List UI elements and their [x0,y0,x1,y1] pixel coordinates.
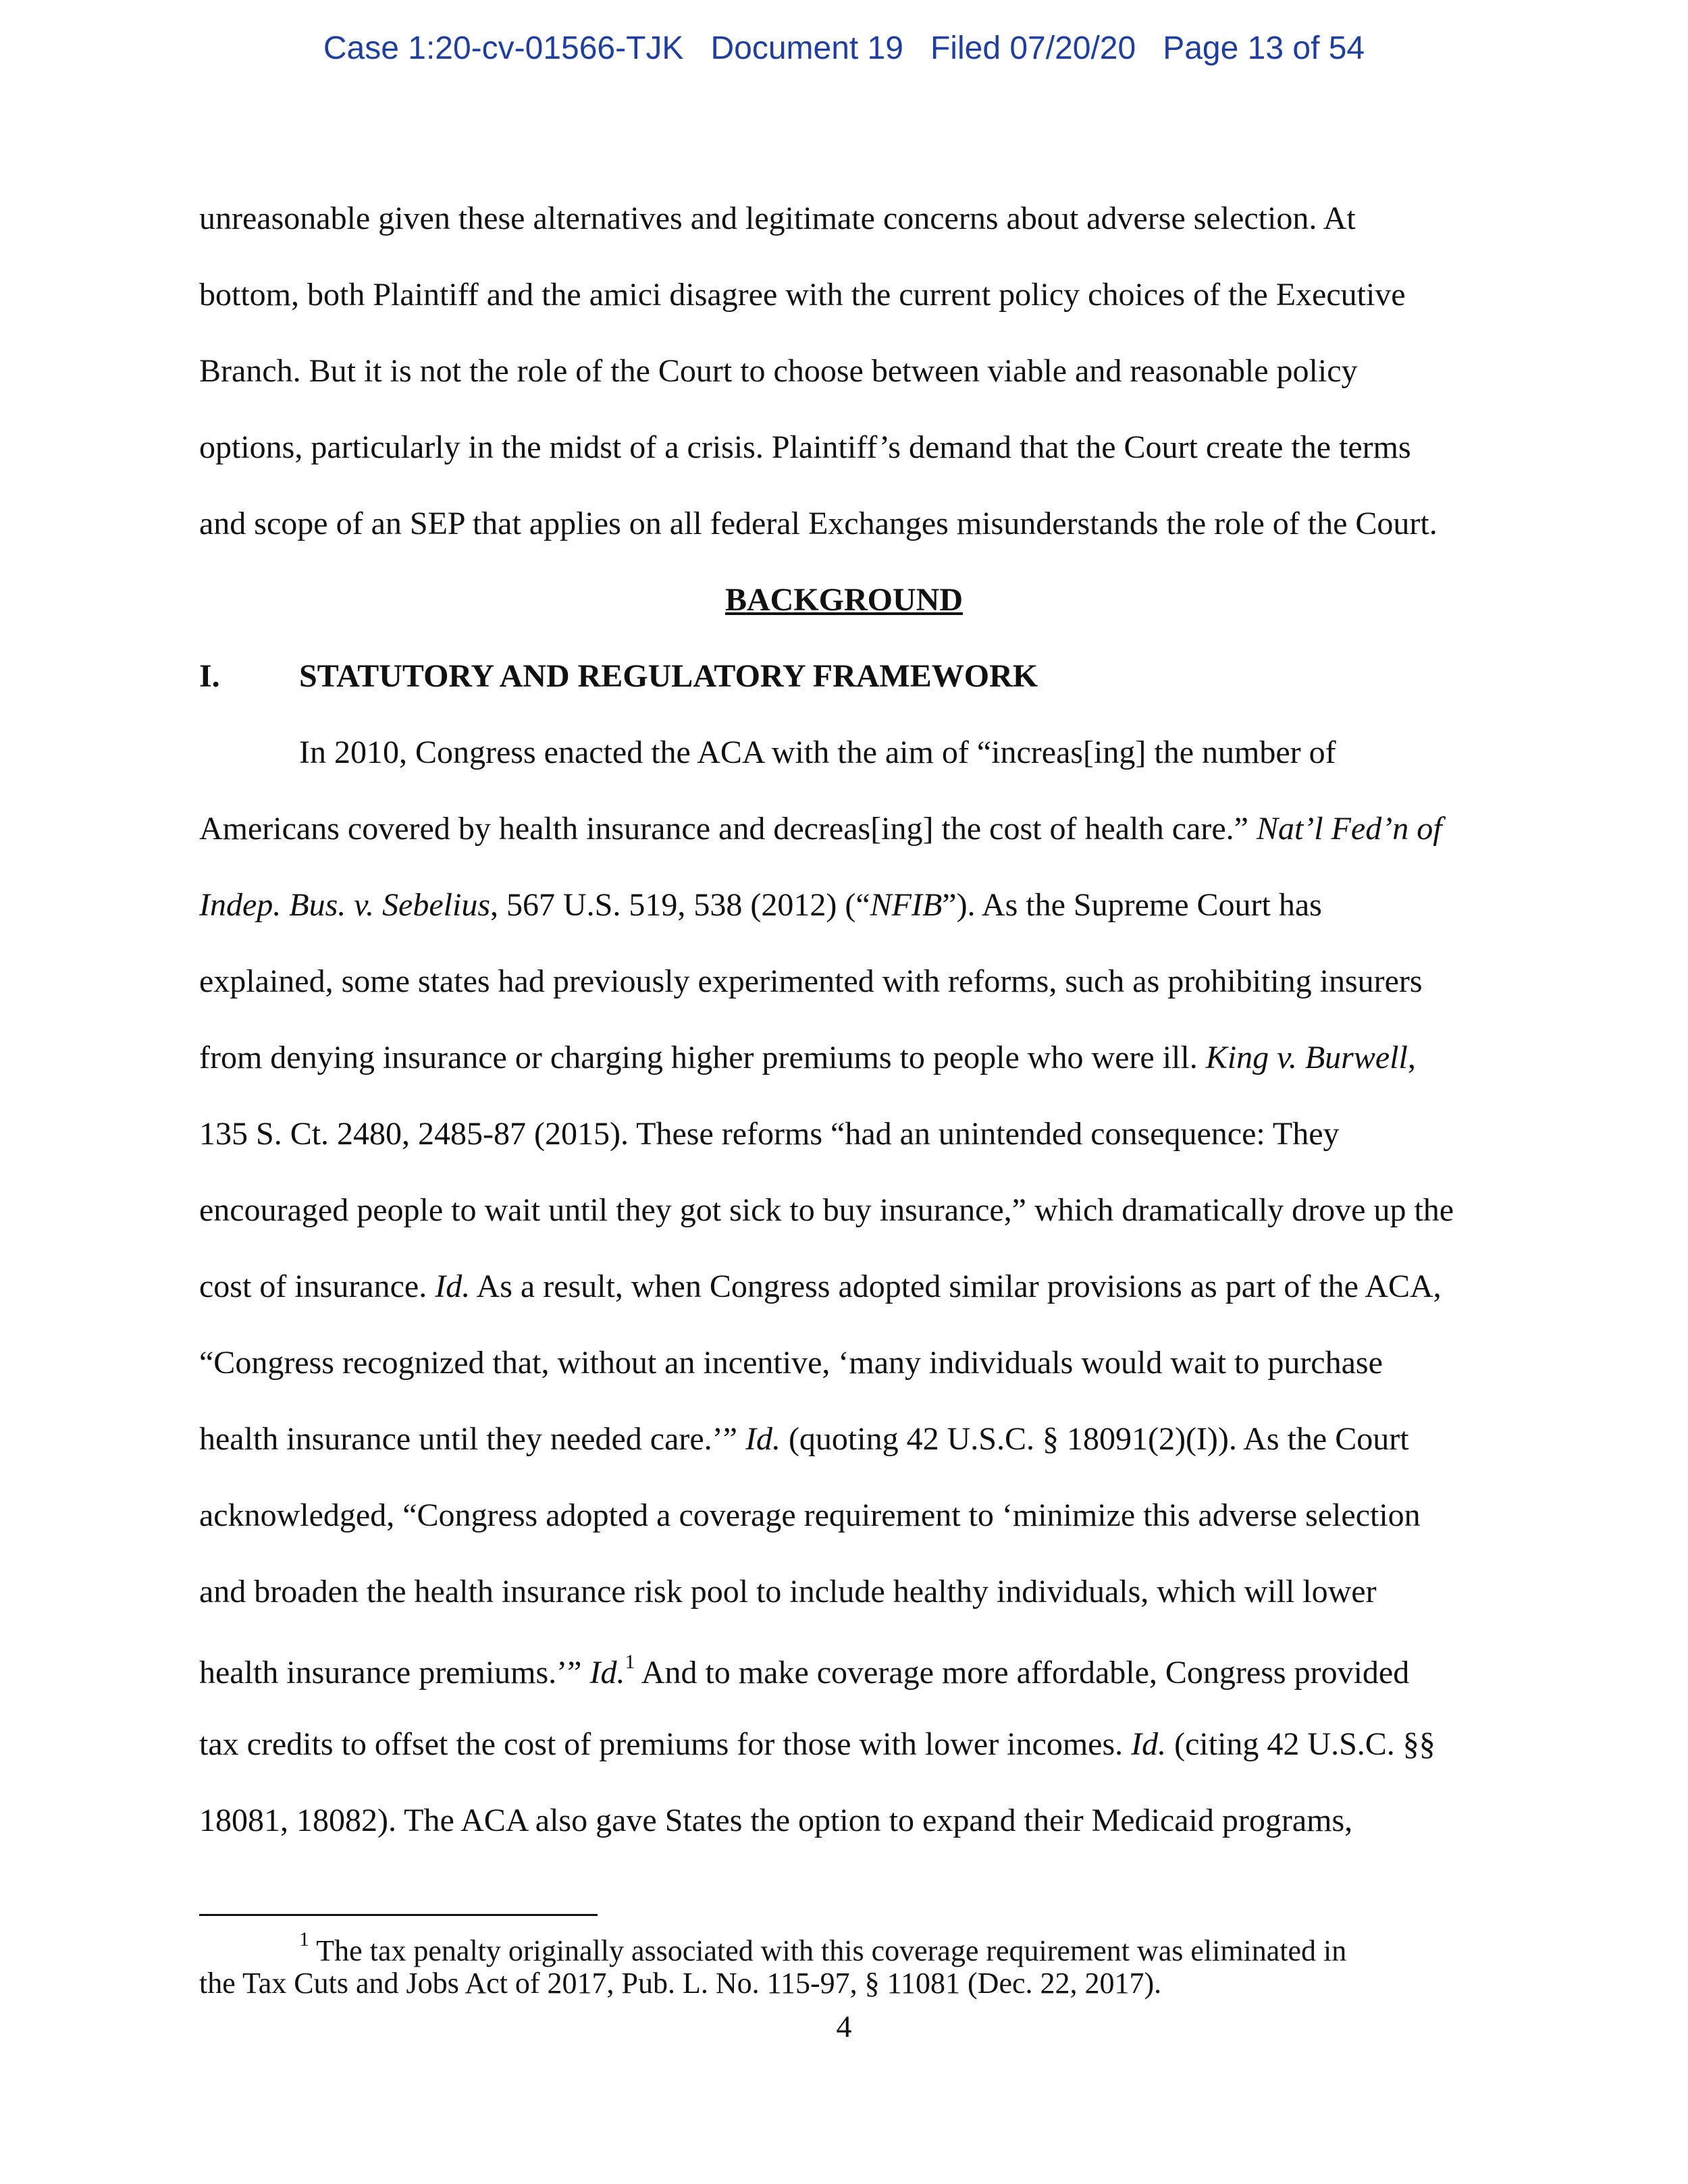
body-line: options, particularly in the midst of a crisis. Plaintiff’s demand that the Court create the terms [199,429,1411,465]
text-run: health insurance until they needed care.’” [199,1421,745,1457]
case-citation: Indep. Bus. v. Sebelius [199,887,490,923]
id-citation: Id. [1131,1726,1167,1762]
footnote-line: the Tax Cuts and Jobs Act of 2017, Pub. L. No. 115-97, § 11081 (Dec. 22, 2017). [199,1967,1162,2000]
body-line: In 2010, Congress enacted the ACA with the aim of “increas[ing] the number of [299,735,1336,770]
body-line [199,1652,1409,1689]
case-citation: Nat’l Fed’n of [1256,811,1442,847]
body-line: and broaden the health insurance risk pool to include healthy individuals, which will lower [199,1574,1377,1609]
body-line [199,1423,1409,1456]
body-line [199,1271,1442,1303]
text-run: As a result, when Congress adopted similar provisions as part of the ACA, [470,1269,1442,1304]
body-line: acknowledged, “Congress adopted a coverage requirement to ‘minimize this adverse selection [199,1497,1421,1533]
text-run: (citing 42 U.S.C. §§ [1166,1726,1435,1762]
body-line: explained, some states had previously experimented with reforms, such as prohibiting insurers [199,963,1423,999]
footnote-marker: 1 [299,1928,309,1950]
body-line [199,889,1322,922]
footnote-reference[interactable]: 1 [625,1651,635,1673]
body-line [199,1728,1435,1761]
text-run: , 567 U.S. 519, 538 (2012) (“ [490,887,870,923]
text-run: (quoting 42 U.S.C. § 18091(2)(I)). As the Court [780,1421,1409,1457]
body-line: Branch. But it is not the role of the Court to choose between viable and reasonable policy [199,353,1358,389]
body-line: and scope of an SEP that applies on all federal Exchanges misunderstands the role of the Court. [199,506,1438,541]
body-line: 18081, 18082). The ACA also gave States the option to expand their Medicaid programs, [199,1803,1353,1838]
body-line: encouraged people to wait until they got sick to buy insurance,” which dramatically drove up the [199,1192,1454,1228]
text-run: from denying insurance or charging higher premiums to people who were ill. [199,1040,1206,1075]
subsection-number: I. [199,658,220,694]
footnote-separator [199,1914,598,1916]
case-short-name: NFIB [870,887,943,923]
id-citation: Id. [745,1421,781,1457]
body-line: unreasonable given these alternatives and legitimate concerns about adverse selection. At [199,201,1356,236]
body-line [199,1042,1416,1074]
body-line: “Congress recognized that, without an incentive, ‘many individuals would wait to purchase [199,1345,1383,1381]
body-line: 135 S. Ct. 2480, 2485-87 (2015). These reforms “had an unintended consequence: They [199,1116,1340,1152]
text-run: Americans covered by health insurance and decreas[ing] the cost of health care.” [199,811,1257,847]
footnote-text: The tax penalty originally associated with this coverage requirement was eliminated in [316,1934,1347,1967]
page-of-total: Page 13 of 54 [1163,30,1365,66]
text-run: , [1407,1040,1416,1075]
footnote-line [299,1929,1346,1966]
case-number: Case 1:20-cv-01566-TJK [323,30,684,66]
case-citation: King v. Burwell [1205,1040,1408,1075]
document-header [0,30,1688,67]
text-run: health insurance premiums.’” [199,1655,590,1690]
text-run: ”). As the Supreme Court has [942,887,1322,923]
text-run: tax credits to offset the cost of premiums for those with lower incomes. [199,1726,1132,1762]
document-number: Document 19 [710,30,903,66]
section-heading: BACKGROUND [724,582,963,618]
body-line [199,813,1442,845]
text-run: And to make coverage more affordable, Congress provided [635,1655,1410,1690]
id-citation: Id. [435,1269,471,1304]
filed-date: Filed 07/20/20 [930,30,1136,66]
page-number: 4 [836,2009,852,2044]
id-citation: Id. [589,1655,625,1690]
text-run: cost of insurance. [199,1269,436,1304]
subsection-title: STATUTORY AND REGULATORY FRAMEWORK [299,658,1038,694]
body-line: bottom, both Plaintiff and the amici disagree with the current policy choices of the Executive [199,277,1406,313]
